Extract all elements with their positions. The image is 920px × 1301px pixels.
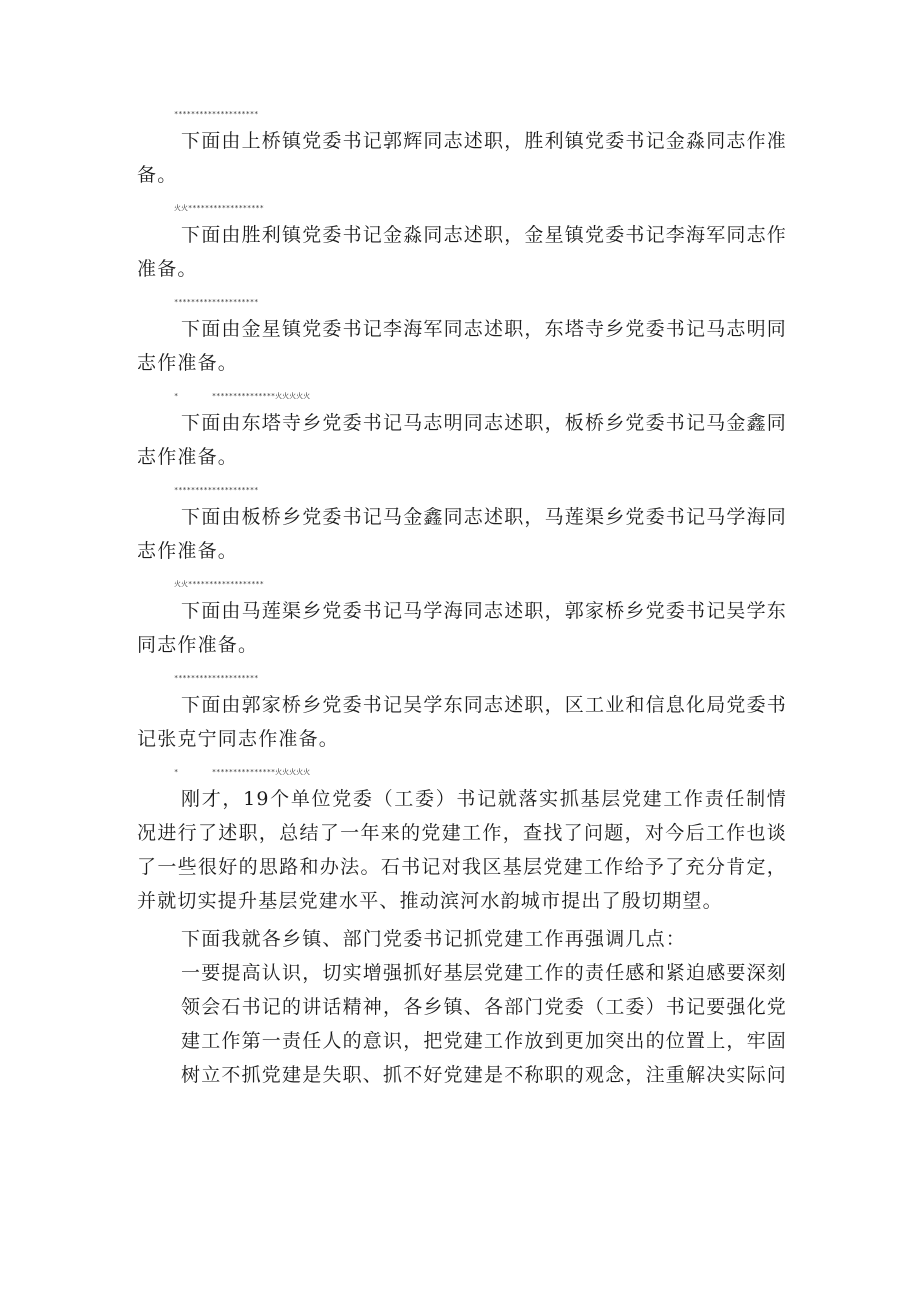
transition-block-1: [0, 104, 920, 192]
intro-paragraph: 下面我就各乡镇、部门党委书记抓党建工作再强调几点：: [181, 928, 687, 950]
summary-paragraph: 刚才，19个单位党委（工委）书记就落实抓基层党建工作责任制情况进行了述职，总结了一年来的党建工作，查找了问题，对今后工作也谈了一些很好的思路和办法。石书记对我区基层党建工作给予了充分肯定，并就切实提升基层党建水平、推动滨河水韵城市提出了殷切期望。: [137, 788, 787, 912]
separator-line: ********************: [174, 486, 259, 494]
separator-line: * ***************火火火火火: [174, 768, 311, 776]
transition-paragraph: 下面由胜利镇党委书记金淼同志述职，金星镇党委书记李海军同志作准备。: [137, 224, 788, 280]
transition-block-3: [0, 292, 920, 380]
transition-paragraph: 下面由东塔寺乡党委书记马志明同志述职，板桥乡党委书记马金鑫同志作准备。: [137, 412, 788, 468]
separator-line: * ***************火火火火火: [174, 392, 311, 400]
transition-block-6: [0, 574, 920, 662]
transition-paragraph: 下面由郭家桥乡党委书记吴学东同志述职，区工业和信息化局党委书记张克宁同志作准备。: [137, 694, 788, 750]
separator-line: ********************: [174, 110, 259, 118]
transition-block-2: [0, 198, 920, 286]
point-one-paragraph: 一要提高认识，切实增强抓好基层党建工作的责任感和紧迫感要深刻领会石书记的讲话精神，各乡镇、各部门党委（工委）书记要强化党建工作第一责任人的意识，把党建工作放到更加突出的位置上，牢固树立不抓党建是失职、抓不好党建是不称职的观念，注重解决实际问: [181, 962, 788, 1086]
transition-paragraph: 下面由马莲渠乡党委书记马学海同志述职，郭家桥乡党委书记吴学东同志作准备。: [137, 600, 788, 656]
closing-block: [0, 762, 920, 1092]
transition-paragraph: 下面由上桥镇党委书记郭辉同志述职，胜利镇党委书记金淼同志作准备。: [137, 130, 788, 186]
separator-line: 火火******************: [174, 204, 264, 212]
transition-block-4: [0, 386, 920, 474]
transition-block-7: [0, 668, 920, 756]
transition-block-5: [0, 480, 920, 568]
separator-line: ********************: [174, 674, 259, 682]
separator-line: ********************: [174, 298, 259, 306]
separator-line: 火火******************: [174, 580, 264, 588]
transition-paragraph: 下面由板桥乡党委书记马金鑫同志述职，马莲渠乡党委书记马学海同志作准备。: [137, 506, 788, 562]
transition-paragraph: 下面由金星镇党委书记李海军同志述职，东塔寺乡党委书记马志明同志作准备。: [137, 318, 788, 374]
